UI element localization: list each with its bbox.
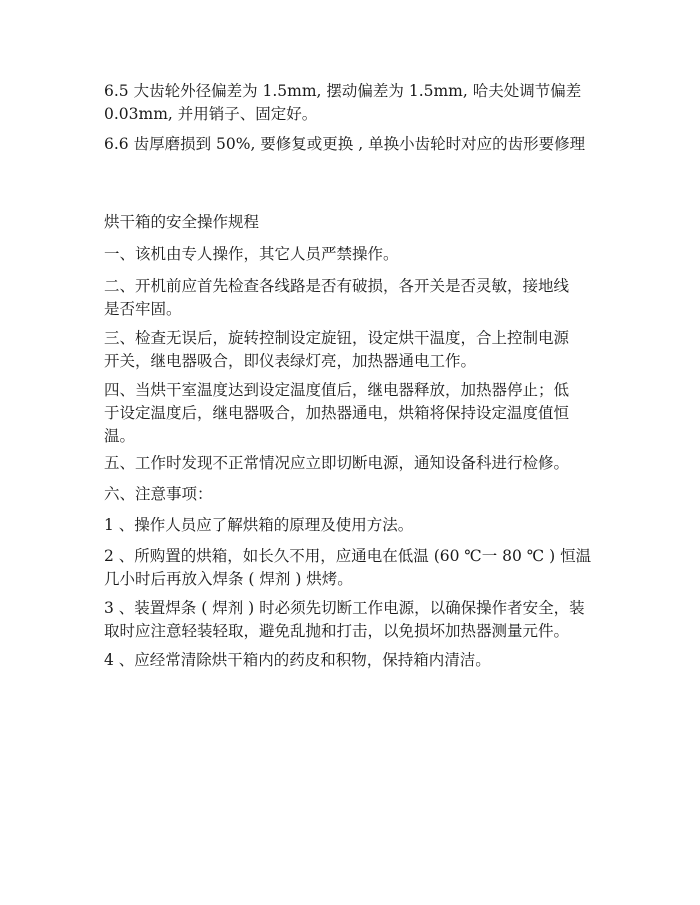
text-line: 三、检查无误后，旋转控制设定旋钮，设定烘干温度，合上控制电源 <box>104 329 570 347</box>
note-item-3 <box>104 597 604 643</box>
text-line: 一、该机由专人操作，其它人员严禁操作。 <box>104 245 399 263</box>
rule-item-1 <box>104 243 604 266</box>
rule-item-2 <box>104 275 604 321</box>
text-line: 六、注意事项： <box>104 485 213 503</box>
note-item-2 <box>104 545 604 591</box>
text-line: 0.03mm, 并用销子、固定好。 <box>104 105 318 123</box>
text-line: 四、当烘干室温度达到设定温度值后，继电器释放，加热器停止；低 <box>104 381 570 399</box>
note-item-4 <box>104 649 604 672</box>
text-line: 温。 <box>104 427 136 445</box>
rule-item-5 <box>104 452 604 475</box>
text-line: 于设定温度后，继电器吸合，加热器通电，烘箱将保持设定温度值恒 <box>104 404 570 422</box>
text-line: 1 、操作人员应了解烘箱的原理及使用方法。 <box>104 516 414 534</box>
text-line: 3 、装置焊条 ( 焊剂 ) 时必须先切断工作电源，以确保操作者安全，装 <box>104 599 585 617</box>
rule-item-3 <box>104 327 604 373</box>
document-title <box>104 211 604 234</box>
text-line: 取时应注意轻装轻取，避免乱抛和打击，以免损坏加热器测量元件。 <box>104 622 570 640</box>
text-line: 6.5 大齿轮外径偏差为 1.5mm, 摆动偏差为 1.5mm, 哈夫处调节偏差 <box>104 82 582 100</box>
text-line: 6.6 齿厚磨损到 50%, 要修复或更换 , 单换小齿轮时对应的齿形要修理 <box>104 135 586 153</box>
rule-item-6-heading <box>104 483 604 506</box>
text-line: 2 、所购置的烘箱，如长久不用，应通电在低温 (60 ℃一 80 ℃ ) 恒温 <box>104 547 592 565</box>
rule-item-4 <box>104 379 604 448</box>
paragraph-6-5 <box>104 80 604 126</box>
text-line: 二、开机前应首先检查各线路是否有破损，各开关是否灵敏，接地线 <box>104 277 570 295</box>
text-line: 4 、应经常清除烘干箱内的药皮和积物，保持箱内清洁。 <box>104 651 491 669</box>
text-line: 是否牢固。 <box>104 300 182 318</box>
paragraph-6-6 <box>104 133 604 156</box>
text-line: 几小时后再放入焊条 ( 焊剂 ) 烘烤。 <box>104 570 353 588</box>
text-line: 五、工作时发现不正常情况应立即切断电源，通知设备科进行检修。 <box>104 454 570 472</box>
note-item-1 <box>104 514 604 537</box>
text-line: 开关，继电器吸合，即仪表绿灯亮，加热器通电工作。 <box>104 352 477 370</box>
text-line: 烘干箱的安全操作规程 <box>104 213 260 231</box>
